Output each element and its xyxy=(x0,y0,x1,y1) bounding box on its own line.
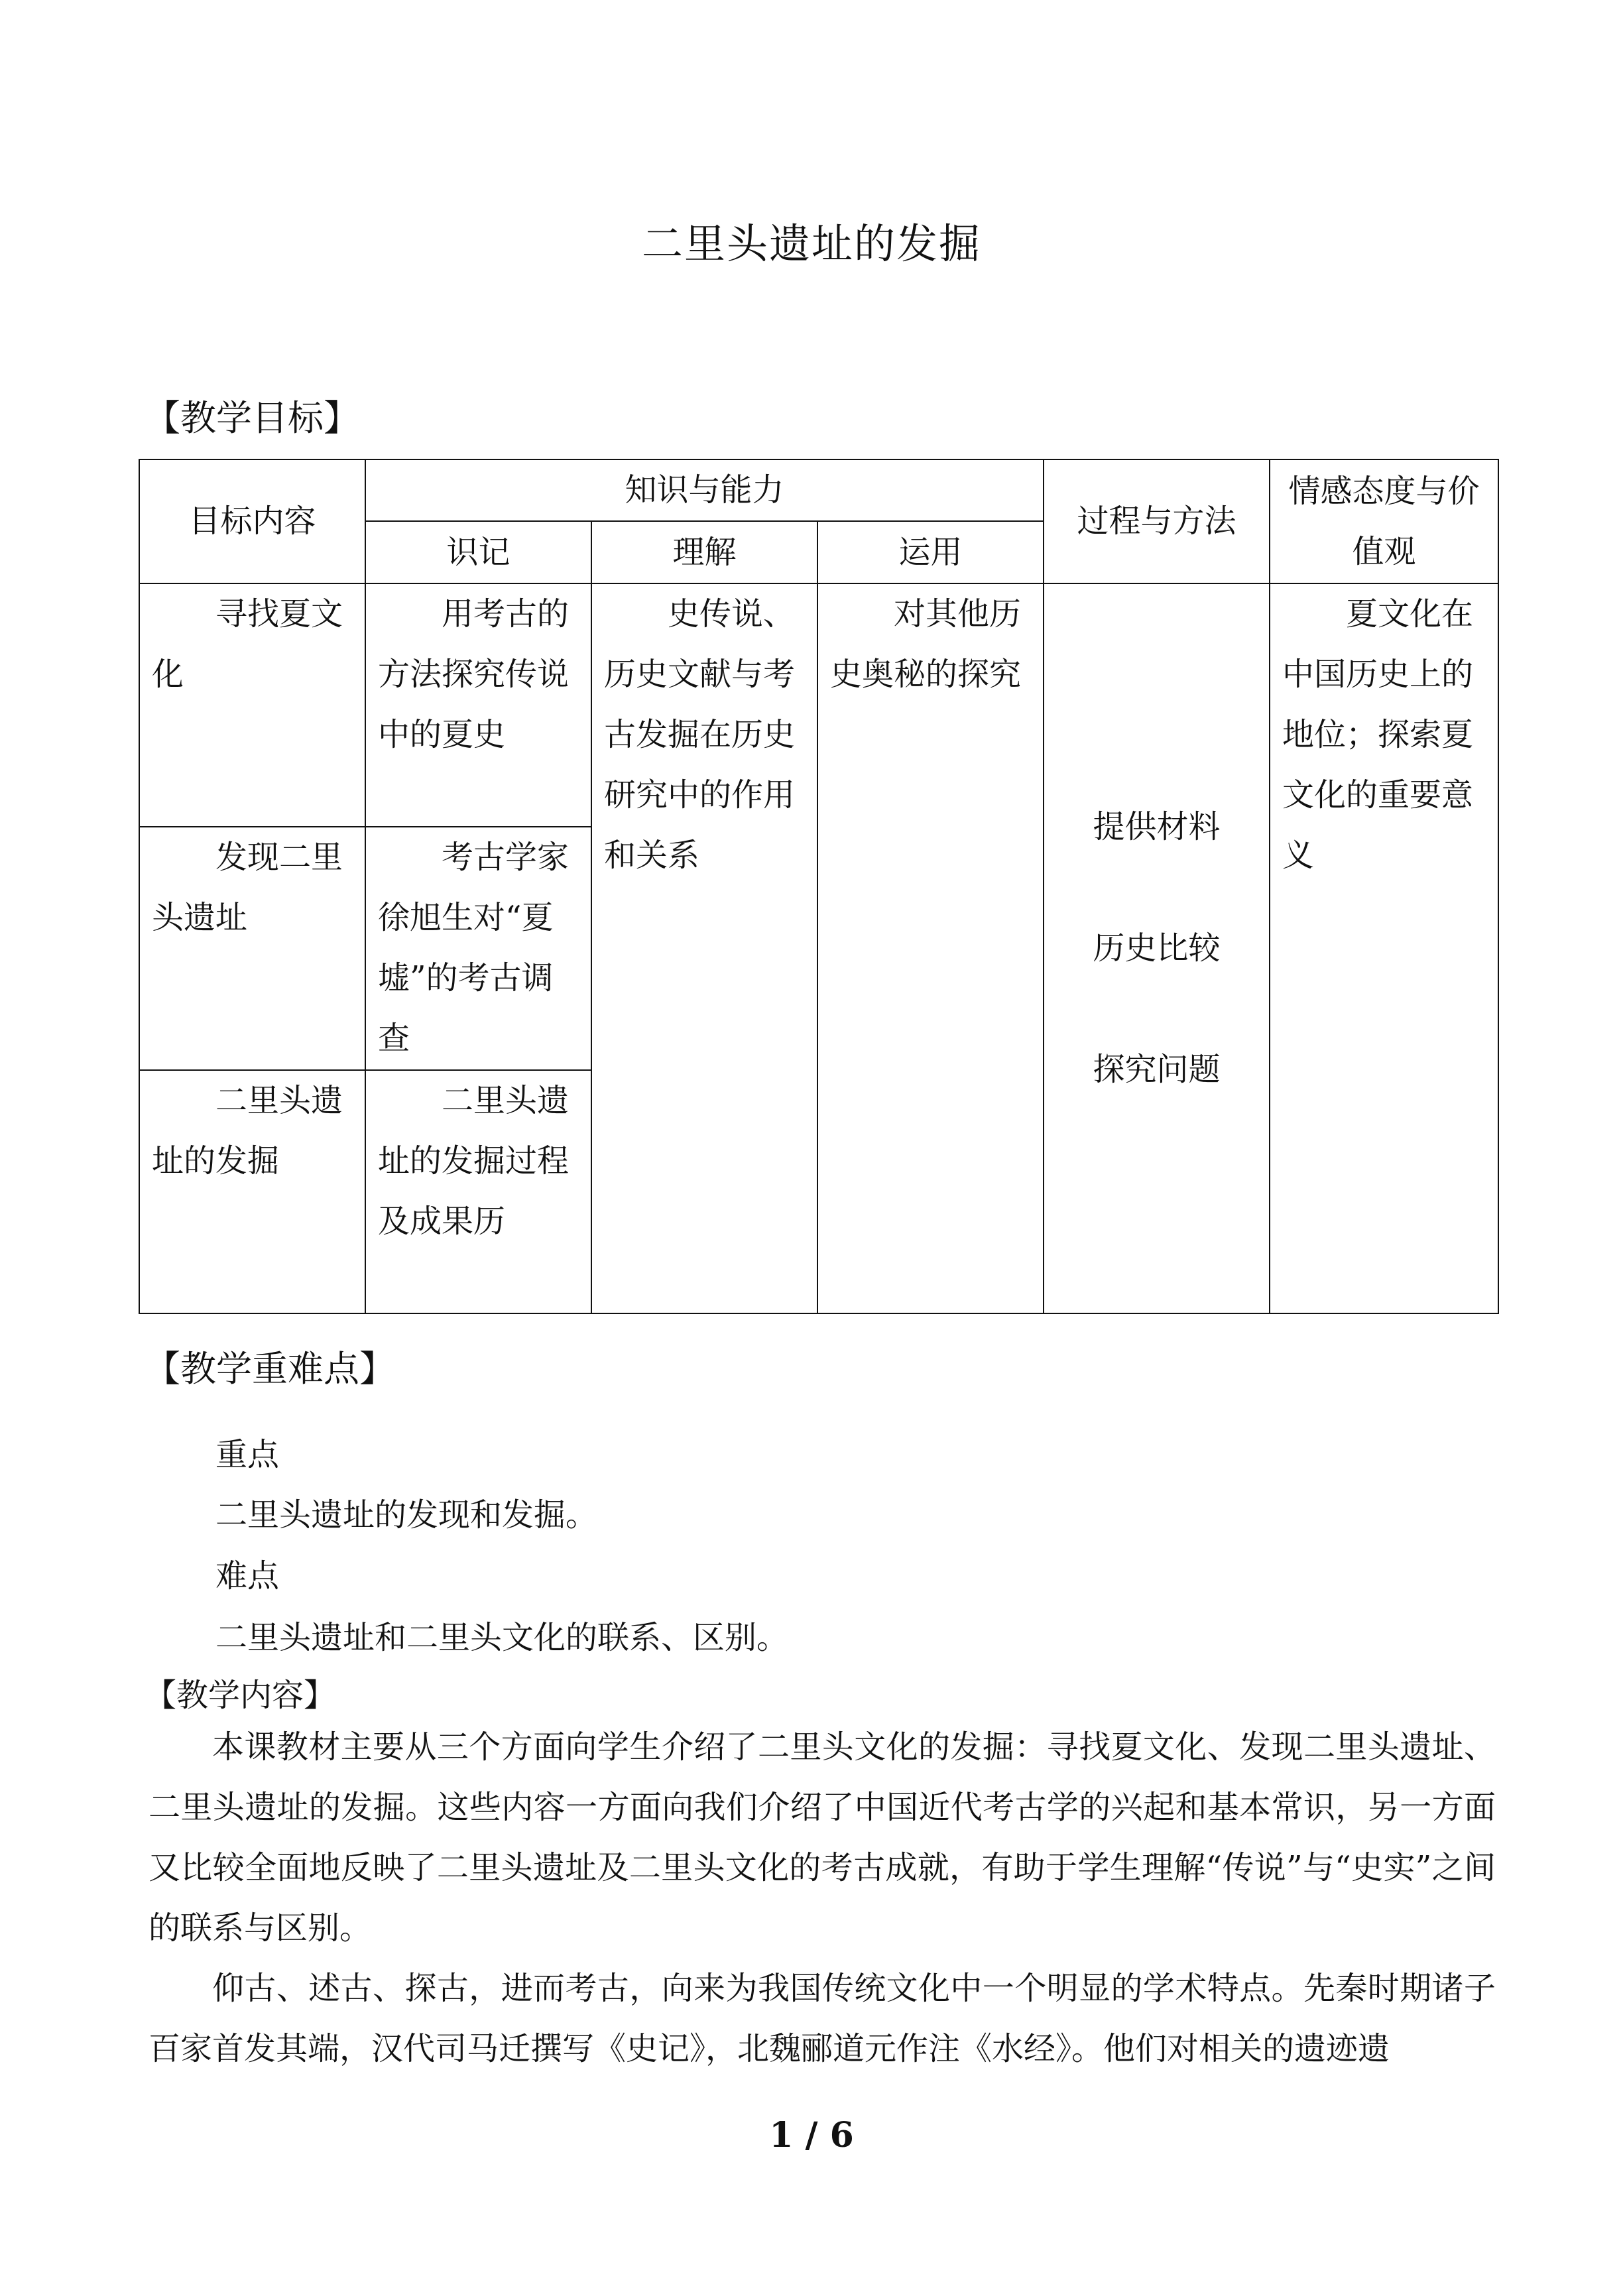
page-number: 1 / 6 xyxy=(769,2115,854,2155)
content-paragraph: 本课教材主要从三个方面向学生介绍了二里头文化的发掘：寻找夏文化、发现二里头遗址、二里头遗址的发掘。这些内容一方面向我们介绍了中国近代考古学的兴起和基本常识，另一方面又比较全面地反映了二里头遗址及二里头文化的考古成就，有助于学生理解“传说”与“史实”之间的联系与区别。 xyxy=(149,1728,1496,1947)
section-heading-key-points: 【教学重难点】 xyxy=(145,1348,395,1390)
content-paragraph: 仰古、述古、探古，进而考古，向来为我国传统文化中一个明显的学术特点。先秦时期诸子百家首发其端，汉代司马迁撰写《史记》，北魏郦道元作注《水经》。他们对相关的遗迹遗 xyxy=(149,1970,1496,2067)
process-cell xyxy=(1044,583,1270,1313)
header-understand: 理解 xyxy=(591,521,817,583)
process-item: 历史比较 xyxy=(1093,930,1221,967)
document-title: 二里头遗址的发掘 xyxy=(641,219,981,268)
difficulty-text: 二里头遗址和二里头文化的联系、区别。 xyxy=(215,1619,789,1656)
focus-label: 重点 xyxy=(215,1436,280,1473)
header-process: 过程与方法 xyxy=(1044,459,1270,583)
header-knowledge: 知识与能力 xyxy=(365,459,1044,521)
row-recall: 二里头遗址的发掘过程及成果历 xyxy=(365,1070,591,1313)
header-emotion-text: 情感态度与价值观 xyxy=(1288,472,1480,570)
process-item: 提供材料 xyxy=(1093,808,1221,845)
header-emotion xyxy=(1270,459,1498,583)
understand-cell: 史传说、历史文献与考古发掘在历史研究中的作用和关系 xyxy=(591,583,817,1313)
row-recall: 考古学家徐旭生对“夏墟”的考古调查 xyxy=(365,827,591,1070)
header-target: 目标内容 xyxy=(139,459,365,583)
section-heading-content: 【教学内容】 xyxy=(145,1677,336,1714)
emotion-cell: 夏文化在中国历史上的地位；探索夏文化的重要意义 xyxy=(1270,583,1498,1313)
row-recall: 用考古的方法探究传说中的夏史 xyxy=(365,583,591,827)
header-recall: 识记 xyxy=(365,521,591,583)
focus-text: 二里头遗址的发现和发掘。 xyxy=(215,1496,598,1534)
apply-cell: 对其他历史奥秘的探究 xyxy=(817,583,1044,1313)
objectives-table xyxy=(139,459,1499,1314)
header-apply: 运用 xyxy=(817,521,1044,583)
row-target: 寻找夏文化 xyxy=(139,583,365,827)
row-target: 二里头遗址的发掘 xyxy=(139,1070,365,1313)
process-item: 探究问题 xyxy=(1093,1051,1221,1088)
difficulty-label: 难点 xyxy=(215,1557,280,1595)
section-heading-objectives: 【教学目标】 xyxy=(145,397,359,439)
row-target: 发现二里头遗址 xyxy=(139,827,365,1070)
